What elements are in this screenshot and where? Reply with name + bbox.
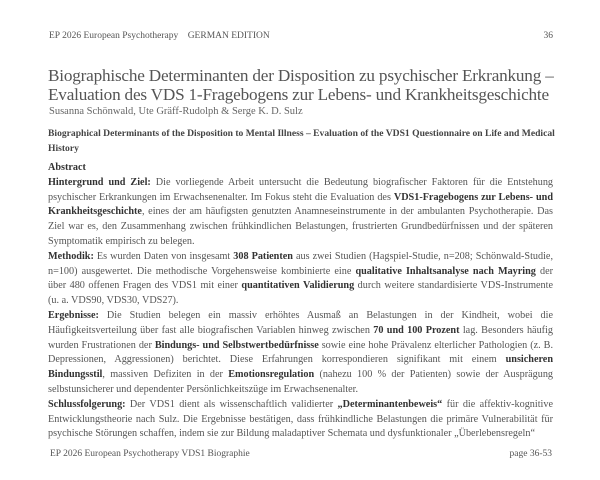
title-line-2: Evaluation des VDS 1-Fragebogens zur Lebens- und Krankheitsgeschichte [48,85,549,104]
bold-text: Hintergrund und Ziel: [48,176,151,188]
running-header [49,30,553,42]
text: , eines der am häufigsten genutzten Anamneseinstrumente in der ambulanten Psychotherapie. Das Ziel war es, den Zusammenhang zwischen frühkindlichen Belastungen, frustrierten Grundbedürfnissen und der späteren Symptomatik empirisch zu belegen. [48,206,553,247]
bold-text: Bindungs- und Selbstwertbedürfnisse [154,339,319,351]
text: für die affektiv-kognitive Entwicklungstheorie nach Sulz. Die Ergebnisse bestätigen, dass frühkindliche Belastungen die primäre Vulnerabilität für psychische Störungen schaffen, indem sie zur Bildung maladaptiver Schemata und dysfunktionaler „Überlebensregeln“ [48,398,553,440]
footer-page-range: page 36-53 [509,449,552,460]
bold-text: Methodik: [48,250,94,262]
bold-text: Schlussfolgerung: [48,398,126,410]
text: der über 480 offenen Fragen des VDS1 mit einer [48,265,553,292]
text: lag. Besonders häufig wurden Frustrationen der [48,324,553,351]
text: aus zwei Studien (Hagspiel-Studie, n=208; Schönwald-Studie, n=100) ausgewertet. Die methodische Vorgehensweise kombinierte eine [48,250,553,277]
bold-text: quantitativen Validierung [241,280,355,292]
bold-text: Ergebnisse: [48,309,99,321]
abstract-heading: Abstract [48,162,86,173]
abstract-paragraph [48,398,553,442]
text: Der VDS1 dient als wissenschaftlich validierter [125,398,338,410]
footer-journal: EP 2026 European Psychotherapy VDS1 Biographie [50,449,250,460]
article-title [48,66,600,104]
bold-text: 308 Patienten [233,250,293,262]
title-line-1: Biographische Determinanten der Disposition zu psychischer Erkrankung – [48,66,554,85]
bold-text: qualitative Inhaltsanalyse nach Mayring [355,265,536,277]
header-journal: EP 2026 European Psychotherapy GERMAN EDITION [49,31,270,41]
abstract-paragraph [48,250,553,309]
text: (nahezu 100 % der Patienten) sowie der Ausprägung selbstunsicherer und dependenter Persönlichkeitszüge im Erwachsenenalter. [48,369,554,395]
bold-text: 70 und 100 Prozent [373,324,460,336]
authors: Susanna Schönwald, Ute Gräff-Rudolph & Serge K. D. Sulz [49,106,303,117]
bold-text: Emotionsregulation [228,369,315,381]
header-page-number: 36 [543,31,553,41]
text: Die Studien belegen ein massiv erhöhtes Ausmaß an Belastungen in der Kindheit, wobei die Häufigkeitsverteilung über fast alle biografischen Variablen hinweg zwischen [48,309,553,336]
abstract-body [48,176,553,442]
abstract [48,161,553,442]
text: Die vorliegende Arbeit untersucht die Bedeutung biografischer Faktoren für die Entstehung psychischer Erkrankungen im Erwachsenenalter. Im Fokus steht die Evaluation des [48,176,553,203]
abstract-paragraph [48,176,553,250]
text: , massiven Defiziten in der [102,369,229,381]
bold-text: „Determinantenbeweis“ [337,398,443,410]
text: Es wurden Daten von insgesamt [93,250,234,262]
bold-text: unsicheren Bindungsstil [48,354,553,381]
english-title: Biographical Determinants of the Disposition to Mental Illness – Evaluation of the VDS1 Questionnaire on Life and Medical History [48,128,555,154]
bold-text: VDS1-Fragebogens zur Lebens- und Krankheitsgeschichte [48,191,553,218]
running-footer [50,448,552,460]
text: durch weitere standardisierte VDS-Instrumente (u. a. VDS90, VDS30, VDS27). [48,280,553,307]
text: sowie eine hohe Prävalenz elterlicher Pathologien (z. B. Depressionen, Aggressionen) berichtet. Diese Erfahrungen korrespondieren signifikant mit einem [48,339,554,366]
abstract-paragraph [48,309,553,398]
